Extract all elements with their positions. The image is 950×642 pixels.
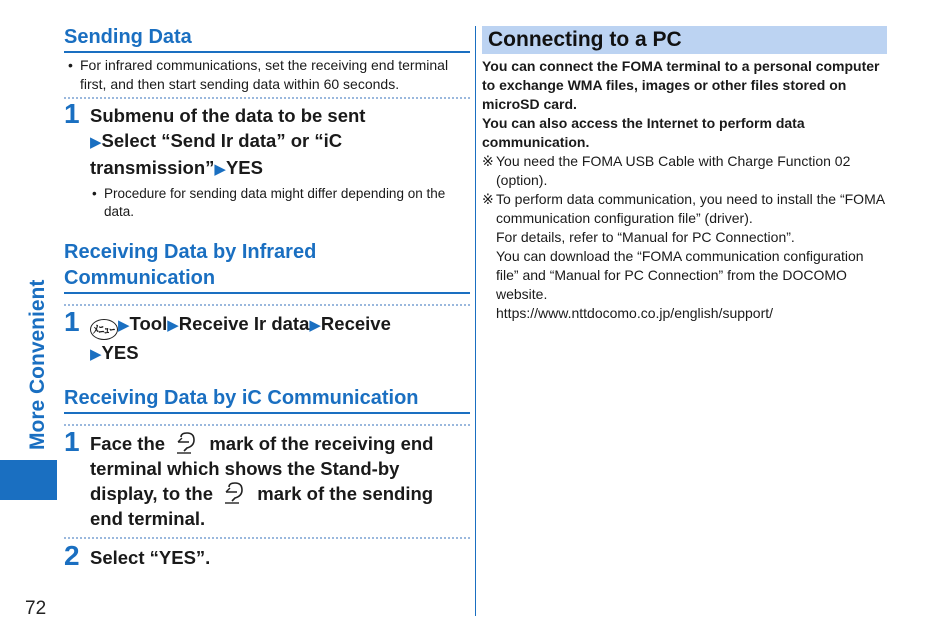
step-number: 1 <box>64 426 80 457</box>
step-text: mark of the receiving end terminal which shows the Stand-by display, to the <box>90 433 434 504</box>
dotted-separator <box>64 537 470 539</box>
step-text: Select “YES”. <box>90 547 211 568</box>
reference-mark: ※ <box>482 153 494 169</box>
column-divider <box>475 26 476 616</box>
note-text: You can download the “FOMA communication configuration file” and “Manual for PC Connection” from the DOCOMO website. <box>496 248 864 302</box>
ic-mark-icon <box>174 432 200 454</box>
support-url[interactable]: https://www.nttdocomo.co.jp/english/support/ <box>496 305 774 321</box>
step-text: mark of the sending end terminal. <box>90 483 434 529</box>
note-text: You need the FOMA USB Cable with Charge Function 02 (option). <box>496 153 851 188</box>
chapter-tab <box>0 460 57 500</box>
step-text: YES <box>101 342 139 363</box>
step-number: 1 <box>64 306 80 337</box>
sending-step-note-text: Procedure for sending data might differ depending on the data. <box>104 186 446 219</box>
step-number: 1 <box>64 98 80 129</box>
arrow-icon: ▶ <box>214 161 226 178</box>
arrow-icon: ▶ <box>167 317 179 334</box>
connecting-lead-2: You can also access the Internet to perform data communication. <box>482 115 805 150</box>
step-text: Submenu of the data to be sent <box>90 105 366 126</box>
step-text: Select “Send Ir data” or “iC transmission” <box>90 130 343 178</box>
left-column <box>64 24 470 570</box>
arrow-icon: ▶ <box>90 134 102 151</box>
connecting-pc-heading: Connecting to a PC <box>482 26 887 54</box>
note-text: To perform data communication, you need to install the “FOMA communication configuration file” (driver). <box>496 191 885 226</box>
receiving-ir-step-1 <box>64 306 470 367</box>
connecting-lead-1: You can connect the FOMA terminal to a personal computer to exchange WMA files, images or other files stored on microSD card. <box>482 58 880 112</box>
sending-note-text: For infrared communications, set the receiving end terminal first, and then start sending data within 60 seconds. <box>80 57 449 92</box>
sending-step-note <box>64 185 470 221</box>
connecting-note-1 <box>482 152 887 190</box>
step-text: Tool <box>129 313 168 334</box>
step-number: 2 <box>64 540 80 571</box>
arrow-icon: ▶ <box>90 346 102 363</box>
receiving-ir-heading: Receiving Data by Infrared Communication <box>64 239 470 294</box>
dotted-separator <box>64 424 470 426</box>
arrow-icon: ▶ <box>309 317 321 334</box>
dotted-separator <box>64 304 470 306</box>
step-text: Face the <box>90 433 166 454</box>
receiving-ic-step-1 <box>64 426 470 531</box>
page-number: 72 <box>25 598 47 619</box>
reference-mark: ※ <box>482 191 494 207</box>
step-text: YES <box>225 157 263 178</box>
note-text: For details, refer to “Manual for PC Connection”. <box>496 229 795 245</box>
bullet: • <box>92 186 97 201</box>
sending-step-1 <box>64 98 470 182</box>
connecting-note-2 <box>482 190 887 323</box>
sending-note <box>64 56 470 94</box>
step-text: Receive <box>320 313 391 334</box>
chapter-label: More Convenient <box>26 279 49 450</box>
right-column <box>482 26 887 323</box>
ic-mark-icon <box>222 482 248 504</box>
arrow-icon: ▶ <box>118 317 130 334</box>
dotted-separator <box>64 97 470 99</box>
step-text: Receive Ir data <box>178 313 310 334</box>
receiving-ic-heading: Receiving Data by iC Communication <box>64 385 470 414</box>
bullet: • <box>68 57 73 73</box>
menu-key-icon: ﾒﾆｭｰ <box>90 319 118 340</box>
sending-data-heading: Sending Data <box>64 24 470 53</box>
receiving-ic-step-2 <box>64 540 470 571</box>
